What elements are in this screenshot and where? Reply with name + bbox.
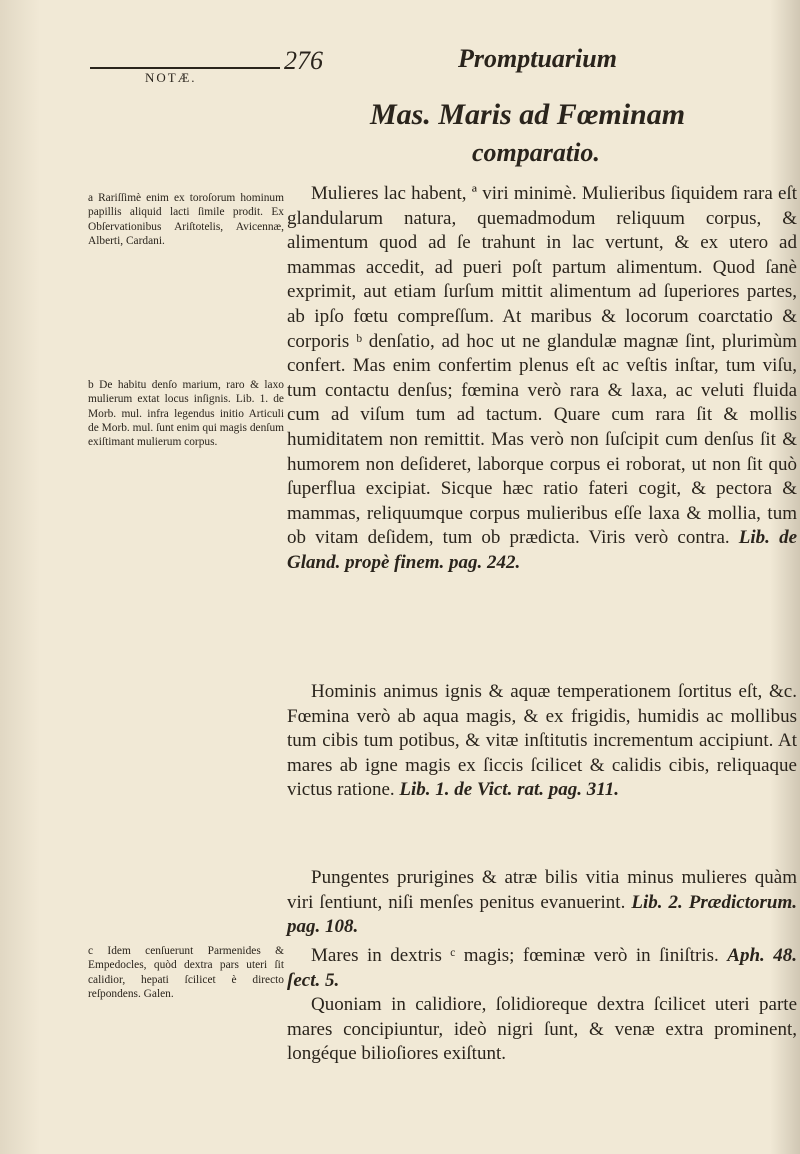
marginal-note-c: c Idem cenſuerunt Parmenides & Empedocles, quòd dextra pars uteri ſit calidior, hepati ſcilicet è directo reſpondens. Galen.	[88, 945, 284, 1000]
paragraph	[287, 680, 797, 803]
citation: Aph. 48. ſect. 5.	[287, 945, 797, 991]
marginal-note-a: a Rariſſimè enim ex toroſorum hominum papillis aliquid lacti ſimile prodit. Ex Obſervationibus Ariſtotelis, Avicennæ, Alberti, Cardani.	[88, 192, 284, 247]
notes-column-label: NOTÆ.	[145, 70, 197, 85]
paragraph-text: Mares in dextris ᶜ magis; fœminæ verò in ſiniſtris.	[311, 945, 719, 966]
marginal-note-b: b De habitu denſo marium, raro & laxo mulierum extat locus inſignis. Lib. 1. de Morb. mul. infra legendus initio Articuli de Morb. mul. ſunt enim qui magis denſum exiſtimant mulierum corpus.	[88, 379, 284, 449]
paragraph	[287, 993, 797, 1067]
paragraph-text: Mulieres lac habent, ª viri minimè. Mulieribus ſiquidem rara eſt glandularum natura, quemadmodum reliquum corpus, & alimentum quod ad ſe trahunt in lac vertunt, & ex utero ad mammas accedit, ad pueri poſt partum alimentum. Quod ſanè exprimit, aut etiam ſurſum mittit alimentum ad ſuperiores partes, ab ipſo fœtu compreſſum. At maribus & locorum coarctatio & corporis ᵇ denſatio, ad hoc ut ne glandulæ magnæ ſint, plurimùm confert. Mas enim confertim plenus eſt ac veſtis inſtar, tum viſu, tum contactu denſus; fœmina verò rara & laxa, ac veluti fluida cum ad viſum tum ad tactum. Quare cum rara ſit & mollis humiditatem non remittit. Mas verò non ſuſcipit cum denſus ſit & humorem non deſideret, laborque corpus ei roborat, ut non ſit quò ſuperflua excipiat. Sicque hæc ratio fateri cogit, & pectora & mammas, reliquumque corpus mulieribus eſſe laxa & mollia, tum ob vitam deſidem, tum ob prædicta. Viris verò contra.	[287, 183, 797, 549]
paragraph	[287, 944, 797, 993]
main-text-block-4	[287, 944, 797, 1067]
paragraph-text: Hominis animus ignis & aquæ temperationem ſortitus eſt, &c. Fœmina verò ab aqua magis, & ex frigidis, humidis ac mollibus tum cibis tum potibus, & vitæ inſtitutis incrementum accipiunt. At mares ab igne magis ex ſiccis ſcilicet & calidis cibis, reliquaque victus ratione.	[287, 681, 797, 801]
paragraph-text: Pungentes prurigines & atræ bilis vitia minus mulieres quàm viri ſentiunt, niſi menſes penitus evanuerint.	[287, 867, 797, 913]
section-heading: Mas. Maris ad Fœminam	[370, 98, 686, 131]
paragraph	[287, 866, 797, 940]
citation: Lib. 1. de Vict. rat. pag. 311.	[399, 779, 619, 801]
main-text-block-1	[287, 182, 797, 576]
main-text-block-3	[287, 866, 797, 940]
section-subheading: comparatio.	[472, 138, 600, 167]
main-text-block-2	[287, 680, 797, 803]
running-title: Promptuarium	[458, 44, 617, 73]
paragraph	[287, 182, 797, 576]
citation: Lib. 2. Prædictorum. pag. 108.	[287, 891, 797, 938]
page-number: 276	[284, 46, 323, 75]
paragraph-text: Quoniam in calidiore, ſolidioreque dextra ſcilicet uteri parte mares concipiuntur, ideò nigri ſunt, & venæ extra prominent, longéque bilioſiores exiſtunt.	[287, 994, 797, 1065]
header-rule	[90, 67, 280, 69]
citation: Lib. de Gland. propè finem. pag. 242.	[287, 527, 798, 573]
